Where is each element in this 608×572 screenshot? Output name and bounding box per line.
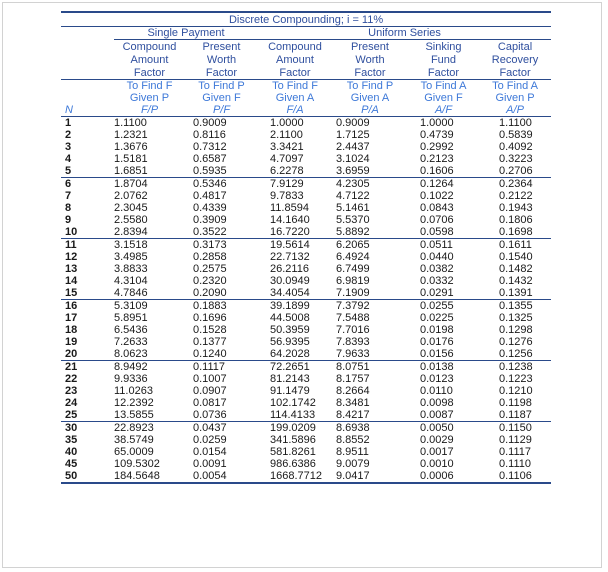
header-cell: Sinking — [425, 40, 462, 53]
factor-cell: 0.0029 — [420, 434, 454, 446]
factor-cell: 9.0417 — [332, 470, 408, 483]
header-cell: F/A — [258, 104, 332, 117]
factor-cell: 0.8116 — [193, 129, 226, 141]
period-cell: 10 — [61, 226, 114, 239]
factor-cell: 7.9633 — [332, 348, 408, 361]
period-cell: 40 — [65, 446, 78, 458]
period-cell: 15 — [61, 287, 114, 300]
factor-cell: 0.1256 — [479, 348, 551, 361]
factor-cell: 1.7125 — [336, 129, 370, 141]
period-cell: 24 — [65, 397, 78, 409]
header-cell: To Find A — [492, 80, 538, 92]
factor-cell: 0.0176 — [420, 336, 454, 348]
uniform-series-group: Uniform Series — [258, 27, 551, 40]
header-cell: Factor — [258, 66, 332, 80]
factor-cell: 5.5370 — [336, 214, 370, 226]
period-cell: 45 — [65, 458, 78, 470]
header-row-d — [61, 80, 551, 93]
factor-cell: 341.5896 — [270, 434, 316, 446]
period-cell: 9 — [65, 214, 72, 226]
factor-cell: 0.4817 — [193, 190, 227, 202]
factor-cell: 0.1150 — [499, 422, 532, 434]
header-cell: A/P — [479, 104, 551, 117]
factor-cell: 0.1355 — [499, 300, 533, 312]
factor-cell: 2.4437 — [336, 141, 370, 153]
factor-cell: 3.4985 — [114, 251, 148, 263]
factor-cell: 3.1518 — [114, 239, 148, 251]
header-cell: Capital — [497, 40, 533, 53]
factor-cell: 0.5346 — [193, 178, 227, 190]
header-cell: To Find P — [346, 80, 394, 92]
factor-cell: 11.0263 — [114, 385, 153, 397]
factor-cell: 0.5839 — [499, 129, 533, 141]
factor-cell: 0.0817 — [193, 397, 227, 409]
factor-cell: 0.9009 — [336, 117, 370, 129]
factor-cell: 26.2116 — [270, 263, 309, 275]
period-cell: 7 — [65, 190, 72, 202]
header-cell: Recovery — [491, 53, 539, 66]
header-row-e — [61, 92, 551, 104]
factor-cell: 0.1377 — [193, 336, 227, 348]
table-row — [61, 239, 551, 252]
factor-cell: 56.9395 — [270, 336, 310, 348]
factor-cell: 0.1198 — [499, 397, 532, 409]
factor-cell: 4.7122 — [336, 190, 370, 202]
factor-cell: 64.2028 — [258, 348, 332, 361]
period-cell: 21 — [65, 361, 78, 373]
factor-cell: 0.4339 — [193, 202, 227, 214]
factor-cell: 16.7220 — [258, 226, 332, 239]
factor-cell: 5.1461 — [336, 202, 370, 214]
factor-cell: 6.2065 — [336, 239, 370, 251]
factor-cell: 9.9336 — [114, 373, 148, 385]
table-row — [61, 287, 551, 300]
factor-cell: 0.1264 — [420, 178, 454, 190]
factor-cell: 0.0123 — [420, 373, 454, 385]
header-cell: Factor — [408, 66, 479, 80]
header-row-c — [61, 66, 551, 80]
factor-cell: 0.1482 — [499, 263, 533, 275]
table-row — [61, 336, 551, 348]
factor-cell: 0.1276 — [499, 336, 533, 348]
factor-cell: 0.1238 — [499, 361, 533, 373]
table-row — [61, 153, 551, 165]
period-cell: 20 — [61, 348, 114, 361]
period-cell: 22 — [65, 373, 78, 385]
period-cell: 23 — [65, 385, 78, 397]
table-title: Discrete Compounding; i = 11% — [61, 12, 551, 27]
period-cell: 5 — [61, 165, 114, 178]
factor-cell: 8.1757 — [336, 373, 370, 385]
table-row — [61, 361, 551, 374]
factor-cell: 6.4924 — [336, 251, 370, 263]
factor-cell: 0.2122 — [499, 190, 533, 202]
factor-cell: 1.5181 — [114, 153, 148, 165]
table-row — [61, 470, 551, 483]
header-cell: Present — [351, 40, 389, 53]
factor-cell: 0.1806 — [499, 214, 533, 226]
factor-cell: 7.1909 — [332, 287, 408, 300]
factor-cell: 0.1007 — [193, 373, 227, 385]
factor-cell: 0.0050 — [420, 422, 454, 434]
factor-cell: 0.1528 — [193, 324, 227, 336]
header-row-f — [61, 104, 551, 117]
table-row — [61, 129, 551, 141]
factor-cell: 8.8552 — [336, 434, 370, 446]
factor-cell: 1668.7712 — [258, 470, 332, 483]
factor-cell: 1.2321 — [114, 129, 148, 141]
n-column-header: N — [61, 104, 114, 117]
table-row — [61, 348, 551, 361]
factor-cell: 0.0255 — [420, 300, 454, 312]
header-cell: To Find F — [272, 80, 318, 92]
factor-cell: 6.9819 — [336, 275, 370, 287]
period-cell: 50 — [61, 470, 114, 483]
factor-cell: 8.3481 — [336, 397, 370, 409]
factor-cell: 0.1611 — [499, 239, 532, 251]
period-cell: 19 — [65, 336, 78, 348]
header-row-b — [61, 53, 551, 66]
header-cell: Compound — [122, 40, 177, 53]
header-cell: P/A — [332, 104, 408, 117]
header-cell: A/F — [408, 104, 479, 117]
period-cell: 3 — [65, 141, 72, 153]
factor-cell: 9.7833 — [270, 190, 304, 202]
factor-cell: 0.0087 — [408, 409, 479, 422]
factor-cell: 38.5749 — [114, 434, 154, 446]
factor-cell: 2.8394 — [114, 226, 185, 239]
factor-cell: 986.6386 — [270, 458, 316, 470]
factor-cell: 0.1298 — [499, 324, 533, 336]
factor-cell: 0.0291 — [408, 287, 479, 300]
factor-cell: 0.7312 — [193, 141, 227, 153]
factor-cell: 0.1696 — [193, 312, 227, 324]
factor-cell: 0.0843 — [420, 202, 454, 214]
period-cell: 35 — [65, 434, 78, 446]
table-row — [61, 397, 551, 409]
table-row — [61, 312, 551, 324]
factor-cell: 0.2364 — [499, 178, 533, 190]
factor-cell: 4.2305 — [336, 178, 370, 190]
header-cell: P/F — [185, 104, 258, 117]
table-row — [61, 409, 551, 422]
factor-cell: 199.0209 — [270, 422, 316, 434]
factor-cell: 0.0382 — [420, 263, 454, 275]
factor-cell: 8.0751 — [336, 361, 370, 373]
factor-cell: 0.0598 — [408, 226, 479, 239]
factor-cell: 2.3045 — [114, 202, 148, 214]
table-row — [61, 117, 551, 130]
header-cell: Given A — [350, 92, 390, 104]
header-row-a — [61, 40, 551, 54]
table-row — [61, 458, 551, 470]
factor-cell: 0.0706 — [420, 214, 454, 226]
factor-cell: 0.0098 — [420, 397, 454, 409]
factor-cell: 0.2575 — [193, 263, 227, 275]
factor-cell: 0.2090 — [185, 287, 258, 300]
header-cell: Given F — [202, 92, 241, 104]
factor-cell: 109.5302 — [114, 458, 160, 470]
header-cell: To Find P — [198, 80, 245, 92]
header-cell: Amount — [130, 53, 169, 66]
factor-cell: 0.0017 — [420, 446, 454, 458]
factor-cell: 7.8393 — [336, 336, 370, 348]
factor-cell: 7.7016 — [336, 324, 370, 336]
factor-cell: 0.9009 — [193, 117, 227, 129]
factor-cell: 0.1210 — [499, 385, 533, 397]
factor-cell: 0.1117 — [499, 446, 532, 458]
factor-cell: 102.1742 — [270, 397, 316, 409]
factor-cell: 0.0156 — [408, 348, 479, 361]
factor-cell: 0.1022 — [420, 190, 454, 202]
factor-cell: 4.3104 — [114, 275, 148, 287]
header-cell: To Find A — [420, 80, 467, 92]
factor-cell: 0.5935 — [185, 165, 258, 178]
factor-cell: 0.0907 — [193, 385, 227, 397]
factor-cell: 0.1391 — [479, 287, 551, 300]
factor-cell: 0.1187 — [479, 409, 551, 422]
factor-cell: 0.3173 — [193, 239, 227, 251]
factor-cell: 0.0006 — [408, 470, 479, 483]
factor-cell: 34.4054 — [258, 287, 332, 300]
table-row — [61, 141, 551, 153]
table-row — [61, 275, 551, 287]
factor-cell: 1.6851 — [114, 165, 185, 178]
factor-cell: 0.2320 — [193, 275, 227, 287]
period-cell: 8 — [65, 202, 72, 214]
factor-cell: 0.0511 — [420, 239, 453, 251]
table-row — [61, 251, 551, 263]
factor-cell: 2.1100 — [270, 129, 303, 141]
factor-cell: 1.8704 — [114, 178, 148, 190]
factor-cell: 0.0110 — [420, 385, 453, 397]
factor-cell: 7.9129 — [270, 178, 304, 190]
factor-cell: 0.1943 — [499, 202, 533, 214]
factor-cell: 3.8833 — [114, 263, 148, 275]
header-cell: Given P — [129, 92, 170, 104]
header-cell: Worth — [355, 53, 385, 66]
factor-cell: 0.0736 — [185, 409, 258, 422]
factor-cell: 0.0010 — [420, 458, 454, 470]
factor-cell: 65.0009 — [114, 446, 154, 458]
factor-cell: 0.1117 — [193, 361, 226, 373]
single-payment-group: Single Payment — [114, 27, 258, 40]
group-header-row — [61, 27, 551, 40]
factor-cell: 0.1606 — [408, 165, 479, 178]
factor-cell: 0.1432 — [499, 275, 533, 287]
header-cell: Factor — [332, 66, 408, 80]
factor-cell: 581.8261 — [270, 446, 316, 458]
table-row — [61, 434, 551, 446]
factor-cell: 5.8951 — [114, 312, 148, 324]
header-cell: Amount — [276, 53, 314, 66]
factor-cell: 0.0091 — [193, 458, 227, 470]
factor-cell: 0.0259 — [193, 434, 227, 446]
factor-cell: 0.1883 — [193, 300, 227, 312]
factor-cell: 5.3109 — [114, 300, 148, 312]
factor-cell: 3.1024 — [336, 153, 370, 165]
table-row — [61, 422, 551, 435]
factor-cell: 8.6938 — [336, 422, 370, 434]
factor-cell: 0.1110 — [499, 458, 532, 470]
period-cell: 13 — [65, 263, 78, 275]
factor-cell: 7.3792 — [336, 300, 370, 312]
factor-cell: 0.6587 — [193, 153, 227, 165]
factor-cell: 0.2706 — [479, 165, 551, 178]
factor-cell: 0.1698 — [479, 226, 551, 239]
factor-cell: 0.2992 — [420, 141, 454, 153]
table-title-row — [61, 12, 551, 27]
factor-cell: 0.1129 — [499, 434, 532, 446]
factor-cell: 3.3421 — [270, 141, 304, 153]
header-cell: Present — [202, 40, 241, 53]
table-row — [61, 385, 551, 397]
compound-interest-table — [61, 11, 551, 484]
header-cell: Factor — [185, 66, 258, 80]
factor-cell: 3.6959 — [332, 165, 408, 178]
header-cell: Factor — [114, 66, 185, 80]
factor-cell: 114.4133 — [258, 409, 332, 422]
header-cell: F/P — [114, 104, 185, 117]
factor-cell: 0.0154 — [193, 446, 227, 458]
header-cell: Given F — [424, 92, 463, 104]
period-cell: 12 — [65, 251, 78, 263]
factor-cell: 1.3676 — [114, 141, 148, 153]
factor-cell: 8.0623 — [114, 348, 185, 361]
table-row — [61, 178, 551, 191]
header-cell: Worth — [206, 53, 237, 66]
factor-cell: 0.1240 — [185, 348, 258, 361]
factor-cell: 14.1640 — [270, 214, 310, 226]
factor-cell: 0.0332 — [420, 275, 454, 287]
factor-cell: 4.7097 — [270, 153, 304, 165]
factor-cell: 44.5008 — [270, 312, 310, 324]
factor-cell: 0.3522 — [185, 226, 258, 239]
table-row — [61, 165, 551, 178]
factor-cell: 12.2392 — [114, 397, 154, 409]
factor-cell: 7.2633 — [114, 336, 148, 348]
factor-cell: 8.9492 — [114, 361, 148, 373]
table-row — [61, 446, 551, 458]
period-cell: 1 — [65, 117, 72, 129]
factor-cell: 0.3223 — [499, 153, 533, 165]
table-row — [61, 324, 551, 336]
factor-cell: 9.0079 — [336, 458, 370, 470]
factor-cell: 1.1100 — [114, 117, 147, 129]
factor-cell: 8.2664 — [336, 385, 370, 397]
header-cell: Factor — [479, 66, 551, 80]
factor-cell: 13.5855 — [114, 409, 185, 422]
factor-cell: 2.0762 — [114, 190, 148, 202]
table-row — [61, 263, 551, 275]
factor-cell: 1.0000 — [270, 117, 304, 129]
table-frame — [2, 2, 602, 568]
factor-cell: 39.1899 — [270, 300, 310, 312]
factor-cell: 6.2278 — [258, 165, 332, 178]
header-cell: Fund — [430, 53, 457, 66]
period-cell: 30 — [65, 422, 78, 434]
factor-cell: 4.7846 — [114, 287, 185, 300]
factor-cell: 0.4739 — [420, 129, 454, 141]
factor-cell: 184.5648 — [114, 470, 185, 483]
factor-cell: 11.8594 — [270, 202, 309, 214]
factor-cell: 30.0949 — [270, 275, 310, 287]
factor-cell: 0.2858 — [193, 251, 227, 263]
factor-cell: 0.1106 — [479, 470, 551, 483]
factor-cell: 2.5580 — [114, 214, 148, 226]
factor-cell: 0.0437 — [193, 422, 227, 434]
factor-cell: 19.5614 — [270, 239, 310, 251]
factor-cell: 0.0054 — [185, 470, 258, 483]
factor-cell: 0.3909 — [193, 214, 227, 226]
table-row — [61, 202, 551, 214]
period-cell: 4 — [65, 153, 72, 165]
factor-cell: 0.1540 — [499, 251, 533, 263]
table-body — [61, 12, 551, 483]
table-row — [61, 373, 551, 385]
factor-cell: 22.7132 — [270, 251, 310, 263]
factor-cell: 6.5436 — [114, 324, 148, 336]
period-cell: 18 — [65, 324, 78, 336]
table-row — [61, 190, 551, 202]
period-cell: 2 — [65, 129, 72, 141]
factor-cell: 0.1325 — [499, 312, 533, 324]
factor-cell: 5.8892 — [332, 226, 408, 239]
table-row — [61, 214, 551, 226]
factor-cell: 0.0138 — [420, 361, 454, 373]
header-cell: Given A — [275, 92, 315, 104]
period-cell: 6 — [65, 178, 72, 190]
factor-cell: 7.5488 — [336, 312, 370, 324]
factor-cell: 0.0225 — [420, 312, 454, 324]
table-row — [61, 226, 551, 239]
period-cell: 25 — [61, 409, 114, 422]
factor-cell: 0.1223 — [499, 373, 533, 385]
factor-cell: 0.0440 — [420, 251, 454, 263]
factor-cell: 0.2123 — [420, 153, 454, 165]
factor-cell: 0.4092 — [499, 141, 533, 153]
factor-cell: 50.3959 — [270, 324, 310, 336]
table-row — [61, 300, 551, 313]
factor-cell: 72.2651 — [270, 361, 310, 373]
factor-cell: 8.4217 — [332, 409, 408, 422]
header-cell: To Find F — [126, 80, 173, 92]
factor-cell: 0.0198 — [420, 324, 454, 336]
factor-cell: 1.1100 — [499, 117, 532, 129]
factor-cell: 91.1479 — [270, 385, 310, 397]
period-cell: 14 — [65, 275, 78, 287]
factor-cell: 8.9511 — [336, 446, 369, 458]
header-cell: Compound — [268, 40, 322, 53]
header-cell: Given P — [495, 92, 535, 104]
factor-cell: 6.7499 — [336, 263, 370, 275]
period-cell: 17 — [65, 312, 78, 324]
factor-cell: 22.8923 — [114, 422, 154, 434]
factor-cell: 1.0000 — [420, 117, 454, 129]
period-cell: 11 — [65, 239, 77, 251]
period-cell: 16 — [65, 300, 78, 312]
factor-cell: 81.2143 — [270, 373, 310, 385]
